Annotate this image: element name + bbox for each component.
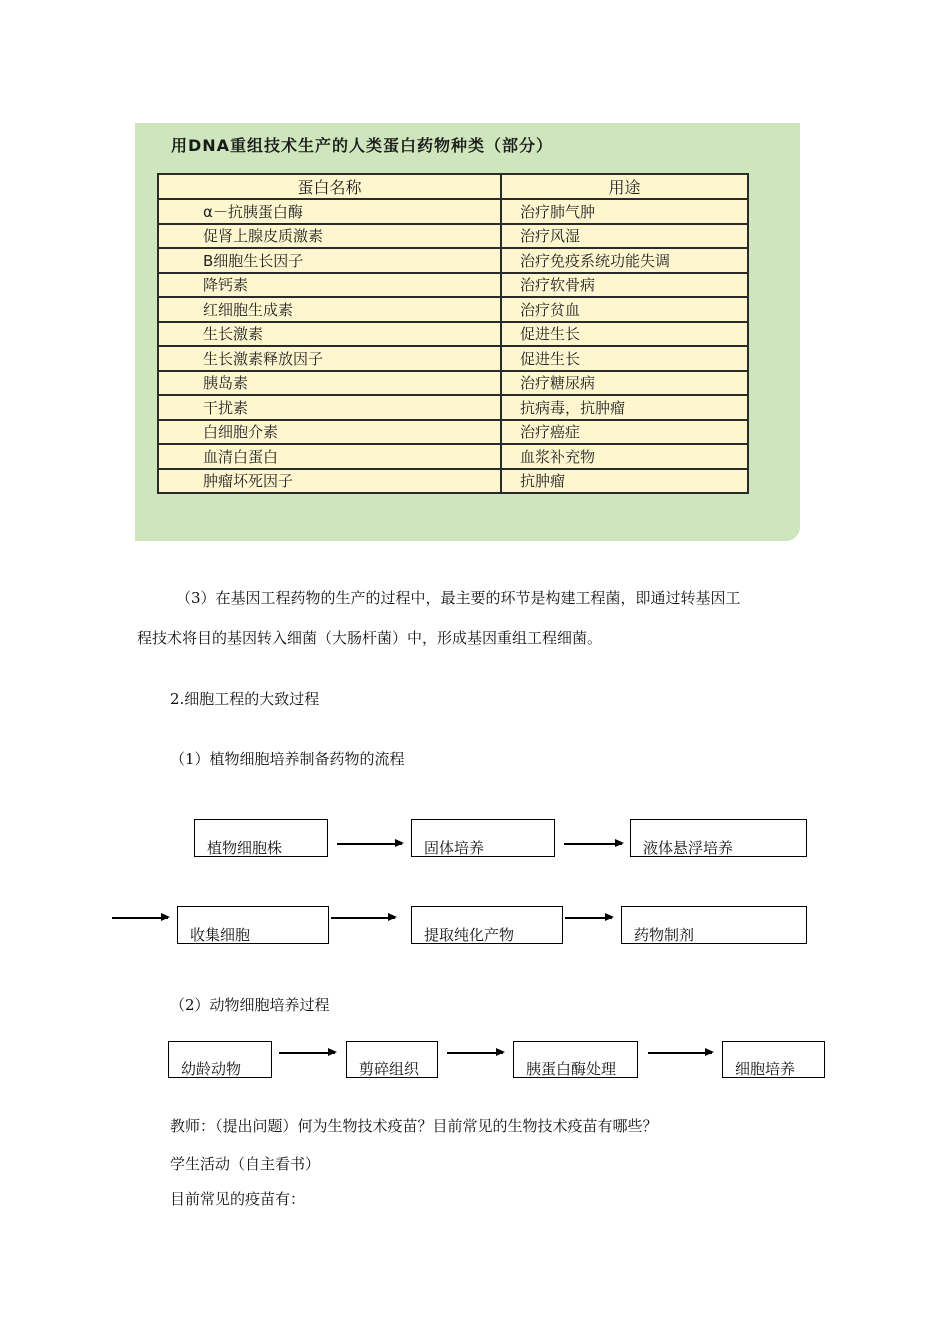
protein-name-cell: 血清白蛋白 <box>158 444 501 469</box>
usage-cell: 抗病毒，抗肿瘤 <box>501 395 748 420</box>
protein-name-cell: 降钙素 <box>158 273 501 298</box>
flow-arrow <box>331 917 395 919</box>
protein-name-cell: 促肾上腺皮质激素 <box>158 224 501 249</box>
protein-drug-table <box>157 173 749 494</box>
table-body <box>158 199 748 493</box>
usage-cell: 促进生长 <box>501 346 748 371</box>
usage-cell: 治疗风湿 <box>501 224 748 249</box>
header-protein-name: 蛋白名称 <box>158 174 501 199</box>
usage-cell: 治疗贫血 <box>501 297 748 322</box>
flow-box-label: 提取纯化产物 <box>424 926 515 944</box>
protein-name-cell: 生长激素释放因子 <box>158 346 501 371</box>
protein-name-cell: B细胞生长因子 <box>158 248 501 273</box>
flow-box-solid-culture <box>411 819 555 857</box>
protein-name-cell: 白细胞介素 <box>158 420 501 445</box>
flow-box-mince-tissue <box>346 1041 438 1078</box>
table-row <box>158 346 748 371</box>
flow-arrow <box>279 1052 335 1054</box>
table-row <box>158 322 748 347</box>
flow-arrow <box>565 917 612 919</box>
flow-box-label: 药物制剂 <box>634 926 695 944</box>
usage-cell: 血浆补充物 <box>501 444 748 469</box>
student-activity: 学生活动（自主看书） <box>170 1155 321 1173</box>
protein-name-cell: 干扰素 <box>158 395 501 420</box>
flow-arrow <box>337 843 402 845</box>
paragraph-3-line-2: 程技术将目的基因转入细菌（大肠杆菌）中，形成基因重组工程细菌。 <box>137 629 603 647</box>
usage-cell: 治疗糖尿病 <box>501 371 748 396</box>
figure-title: 用DNA重组技术生产的人类蛋白药物种类（部分） <box>171 136 554 155</box>
protein-name-cell: α－抗胰蛋白酶 <box>158 199 501 224</box>
flow-box-trypsin-treatment <box>513 1041 638 1078</box>
usage-cell: 治疗癌症 <box>501 420 748 445</box>
flow-arrow <box>112 917 168 919</box>
table-row <box>158 273 748 298</box>
flow-box-label: 植物细胞株 <box>207 839 283 857</box>
flow-box-drug-formulation <box>621 906 807 944</box>
flow-box-label: 细胞培养 <box>735 1060 796 1078</box>
flow-box-cell-culture <box>722 1041 825 1078</box>
protein-name-cell: 红细胞生成素 <box>158 297 501 322</box>
protein-name-cell: 肿瘤坏死因子 <box>158 469 501 494</box>
flow-arrow <box>447 1052 503 1054</box>
flow-box-young-animal <box>168 1041 272 1078</box>
flow-box-label: 幼龄动物 <box>181 1060 242 1078</box>
paragraph-3-line-1: （3）在基因工程药物的生产的过程中，最主要的环节是构建工程菌，即通过转基因工 <box>176 589 741 607</box>
flow-arrow <box>648 1052 712 1054</box>
usage-cell: 治疗软骨病 <box>501 273 748 298</box>
protein-name-cell: 生长激素 <box>158 322 501 347</box>
flow-box-label: 胰蛋白酶处理 <box>526 1060 617 1078</box>
usage-cell: 抗肿瘤 <box>501 469 748 494</box>
table-header-row <box>158 174 748 199</box>
section-heading-cell-engineering: 2.细胞工程的大致过程 <box>170 690 320 708</box>
table-row <box>158 224 748 249</box>
table-row <box>158 297 748 322</box>
flow-box-plant-cell-line <box>194 819 328 857</box>
flow-box-label: 液体悬浮培养 <box>643 839 734 857</box>
flow-box-collect-cells <box>177 906 329 944</box>
flow-box-liquid-suspension <box>630 819 807 857</box>
flow-box-label: 固体培养 <box>424 839 485 857</box>
protein-name-cell: 胰岛素 <box>158 371 501 396</box>
usage-cell: 治疗免疫系统功能失调 <box>501 248 748 273</box>
flow-arrow <box>564 843 622 845</box>
teacher-question: 教师：（提出问题）何为生物技术疫苗？目前常见的生物技术疫苗有哪些？ <box>170 1117 658 1135</box>
subheading-plant-flow: （1）植物细胞培养制备药物的流程 <box>170 750 405 768</box>
usage-cell: 治疗肺气肿 <box>501 199 748 224</box>
common-vaccines-label: 目前常见的疫苗有： <box>170 1190 306 1208</box>
table-row <box>158 420 748 445</box>
header-usage: 用途 <box>501 174 748 199</box>
flow-box-label: 收集细胞 <box>190 926 251 944</box>
protein-drug-figure <box>135 123 800 541</box>
usage-cell: 促进生长 <box>501 322 748 347</box>
subheading-animal-flow: （2）动物细胞培养过程 <box>170 996 330 1014</box>
table-row <box>158 444 748 469</box>
flow-box-purify-product <box>411 906 563 944</box>
flow-box-label: 剪碎组织 <box>359 1060 420 1078</box>
table-row <box>158 395 748 420</box>
table-row <box>158 371 748 396</box>
table-row <box>158 248 748 273</box>
table-row <box>158 469 748 494</box>
table-row <box>158 199 748 224</box>
